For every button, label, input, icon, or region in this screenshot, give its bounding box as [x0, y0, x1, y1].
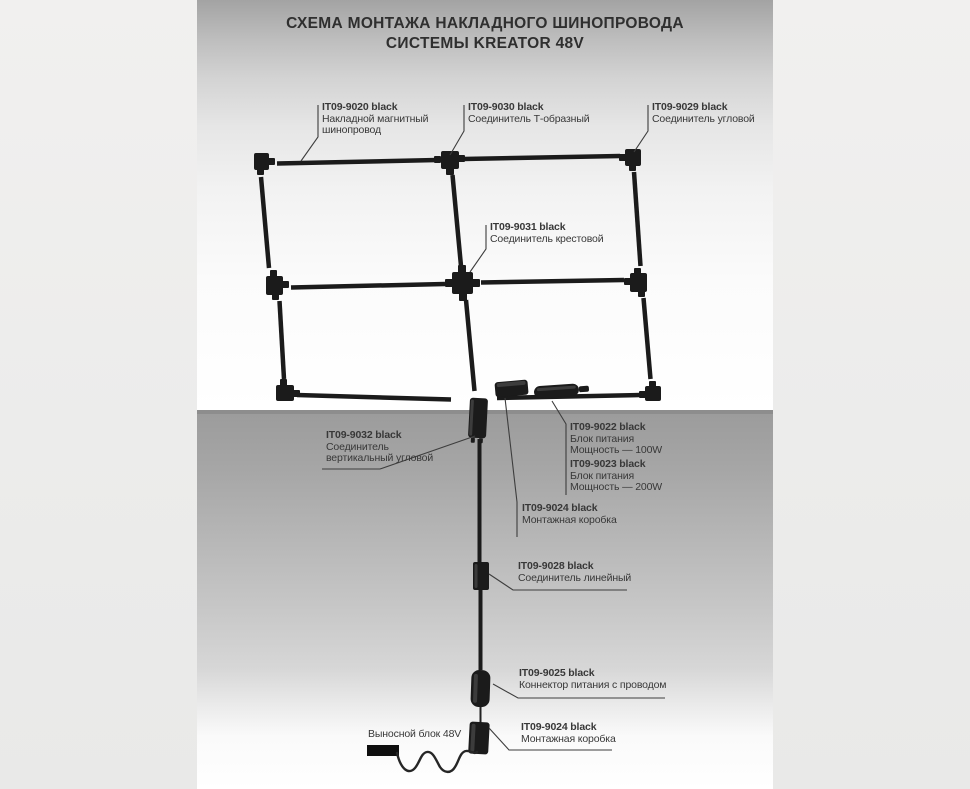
remote-unit-text: Выносной блок 48V	[368, 728, 462, 740]
label-it09-9024-wall	[522, 503, 617, 526]
part-description: шинопровод	[322, 124, 381, 136]
part-number: IT09-9032 black	[326, 429, 402, 441]
label-it09-9025	[519, 668, 666, 691]
part-description: Блок питания	[570, 432, 634, 445]
part-number: IT09-9025 black	[519, 667, 595, 679]
part-number: IT09-9024 black	[522, 502, 598, 514]
corner-connector-top-left	[254, 153, 275, 175]
label-it09-9023	[570, 459, 662, 494]
corner-connector-bottom-left	[276, 379, 300, 401]
label-it09-9032	[326, 430, 433, 465]
part-number: IT09-9020 black	[322, 101, 398, 113]
t-connector	[434, 151, 465, 175]
vertical-corner-connector	[468, 398, 488, 444]
part-description: Соединитель линейный	[518, 571, 632, 584]
part-description: Мощность — 100W	[570, 444, 663, 456]
part-number: IT09-9023 black	[570, 458, 646, 470]
leader-it09-9020	[301, 105, 318, 161]
label-remote-unit	[368, 729, 461, 741]
track-rail	[634, 172, 641, 266]
t-connector-middle-right	[624, 268, 647, 297]
part-number: IT09-9028 black	[518, 560, 594, 572]
title-line-2: СИСТЕМЫ KREATOR 48V	[385, 35, 585, 52]
part-description: Накладной магнитный	[322, 112, 429, 125]
part-number: IT09-9031 black	[490, 221, 566, 233]
track-rail	[466, 300, 475, 391]
track-rail	[291, 284, 445, 288]
mounting-box-wall	[468, 721, 490, 754]
label-it09-9031	[490, 222, 603, 245]
part-description: Монтажная коробка	[521, 732, 616, 745]
power-block-body	[367, 745, 399, 756]
power-feed-connector	[470, 670, 490, 708]
track-rail	[481, 280, 624, 283]
leader-it09-9031	[470, 225, 486, 272]
part-description: Коннектор питания с проводом	[519, 678, 667, 691]
corner-connector-top-right	[619, 149, 641, 171]
part-description: Соединитель	[326, 440, 389, 453]
track-rail	[261, 177, 269, 268]
part-description: вертикальный угловой	[326, 452, 434, 464]
label-it09-9030	[468, 102, 589, 125]
track-rail	[280, 301, 285, 379]
part-number: IT09-9030 black	[468, 101, 544, 113]
part-description: Монтажная коробка	[522, 513, 617, 526]
leader-it09-9024-wall	[505, 398, 517, 537]
title-line-1: СХЕМА МОНТАЖА НАКЛАДНОГО ШИНОПРОВОДА	[286, 15, 684, 32]
part-number: IT09-9022 black	[570, 421, 646, 433]
part-number: IT09-9024 black	[521, 721, 597, 733]
part-description: Соединитель Т-образный	[468, 112, 590, 125]
label-it09-9029	[652, 102, 755, 125]
label-it09-9022	[570, 422, 662, 457]
label-it09-9020	[322, 102, 428, 137]
track-rail	[297, 395, 451, 400]
leader-it09-9022-9023	[552, 401, 566, 495]
t-connector-middle-left	[266, 270, 289, 300]
ceiling-track-grid	[254, 149, 661, 401]
cross-connector	[445, 265, 480, 301]
leader-it09-9030	[450, 105, 464, 155]
corner-connector-bottom-right	[639, 381, 661, 401]
part-number: IT09-9029 black	[652, 101, 728, 113]
part-description: Соединитель крестовой	[490, 232, 604, 245]
label-it09-9028	[518, 561, 631, 584]
label-it09-9024-bottom	[521, 722, 616, 745]
part-description: Блок питания	[570, 469, 634, 482]
track-rail	[453, 175, 462, 266]
leader-it09-9029	[634, 105, 648, 152]
mounting-box-ceiling	[494, 380, 528, 398]
part-description: Мощность — 200W	[570, 481, 663, 493]
linear-connector	[473, 562, 489, 590]
track-rail	[463, 156, 620, 159]
part-description: Соединитель угловой	[652, 112, 755, 125]
track-rail	[644, 298, 651, 379]
power-cord	[397, 751, 477, 772]
remote-power-block	[367, 745, 477, 772]
